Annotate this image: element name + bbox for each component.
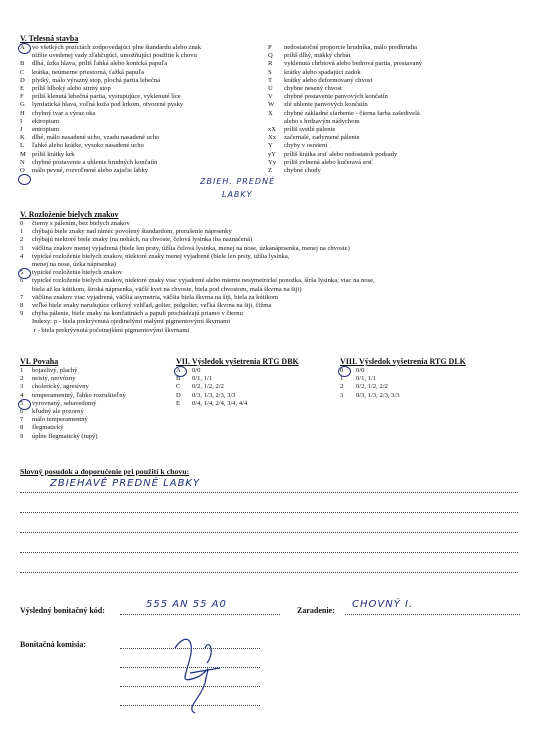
body-build-item-text: príliš krátky krk (32, 150, 75, 158)
white-marks-item-code: 9 (20, 310, 24, 318)
body-build-item-text: plytký, málo výrazný stop, plochá partia lebečná (32, 76, 161, 84)
body-build-item-text: krátky alebo deformovaný chvost (284, 76, 373, 84)
rtg-dbk-item-text: 0/4, 1/4, 2/4, 3/4, 4/4 (192, 399, 248, 407)
temperament-item-row (20, 400, 126, 408)
selected-mark-dbk-A (174, 366, 187, 377)
body-build-item-text: vo všetkých pozíciách zodpovedajúci plne štandardu alebo znak (32, 44, 201, 51)
rtg-dlk-item-row (340, 375, 400, 383)
body-build-item-code: B (20, 60, 25, 68)
white-marks-item-row (20, 269, 375, 277)
rtg-dlk-item-row (340, 392, 400, 400)
temperament-item-code: 2 (20, 375, 24, 383)
white-marks-item-row (20, 294, 375, 302)
white-marks-item-code: 6 (20, 277, 24, 285)
body-build-item-code: R (268, 60, 273, 68)
body-build-item-code: Xx (268, 134, 277, 142)
rtg-dbk-item-row (176, 375, 247, 383)
temperament-item-code: 4 (20, 391, 24, 399)
body-build-item-code: T (268, 76, 273, 84)
body-build-item-text: chybné postavenie panvových končatín (284, 93, 388, 101)
rtg-dbk-item-code: B (176, 375, 181, 383)
selected-mark-body-A (18, 43, 31, 54)
body-build-item-text: alebo s hrdzavým nádychom (284, 117, 360, 125)
body-build-item-row (20, 77, 201, 85)
white-marks-item-row (20, 286, 375, 294)
white-marks-item-text: chýba pálenie, biele znaky na končatinách a papuli prechádzajú priamo v čiernu (32, 310, 243, 318)
rtg-dlk-item-code: 0 (340, 367, 344, 374)
body-build-item-row (20, 69, 201, 77)
white-marks-item-row (20, 277, 375, 285)
body-build-item-row (268, 52, 422, 60)
rtg-dbk-item-text: 0/2, 1/2, 2/2 (192, 383, 224, 391)
classification-line (345, 614, 520, 615)
body-build-item-row (268, 134, 422, 142)
temperament-item-row (20, 383, 126, 391)
body-build-item-row (268, 159, 422, 167)
body-build-item-text: chybné postavenie a uhlenie hrudných končatín (32, 158, 158, 166)
body-build-item-code: xX (268, 126, 277, 134)
body-build-item-text: príliš svetlé pálenie (284, 126, 336, 134)
temperament-item-code: 6 (20, 408, 24, 416)
body-build-item-row (268, 142, 422, 150)
body-build-item-row (20, 93, 201, 101)
white-marks-list (20, 220, 375, 335)
body-build-item-text: krátky alebo spadajúci zadok (284, 68, 361, 76)
white-marks-item-text: veľké biele znaky narušujúce celkový vzhľad, golier, polgolier, veľká škvrna na šiji, čižma (32, 302, 272, 310)
verdict-handwritten-text: ZBIEHAVÉ PREDNÉ LABKY (50, 478, 201, 489)
section-title-body-build: V. Telesná stavba (20, 34, 79, 43)
body-build-item-text: chybne nesený chvost (284, 85, 342, 93)
rtg-dbk-item-code: E (176, 399, 181, 407)
white-marks-item-text: väčšina znakov menej vyjadrená (biele len prsty, úžšia čelová lysinka, menej na nose, úzkanáprsenka, menej na chvoste) (32, 244, 350, 252)
temperament-item-text: málo temperamentný (32, 416, 88, 424)
body-build-item-code: C (20, 68, 25, 76)
commission-label: Bonitačná komisia: (20, 640, 87, 649)
body-build-item-code: Yy (268, 158, 277, 166)
body-build-item-code: S (268, 68, 272, 76)
white-marks-item-code: 4 (20, 252, 24, 260)
white-marks-item-code: 2 (20, 236, 24, 244)
body-build-item-row (268, 151, 422, 159)
rtg-dlk-item-row (340, 383, 400, 391)
temperament-list (20, 367, 126, 441)
temperament-item-text: bojazlivý, plachý (32, 367, 78, 374)
rtg-dlk-item-code: 2 (340, 383, 344, 391)
classification-value: CHOVNÝ I. (352, 599, 414, 610)
verdict-line-5 (20, 572, 518, 573)
body-build-item-text: príliš hlboký alebo strmý stop (32, 85, 111, 93)
body-build-item-row (268, 101, 422, 109)
body-build-item-code: U (268, 85, 273, 93)
body-build-item-code: G (20, 101, 25, 109)
rtg-dbk-item-text: 0/1, 1/1 (192, 375, 213, 383)
body-build-item-row (20, 44, 201, 52)
temperament-item-row (20, 424, 126, 432)
verdict-label: Slovný posudok a doporučenie pri použití k chovu: (20, 467, 190, 476)
body-build-item-text: chybné základné sfarbenie - čierna farba zašedivelá (284, 109, 420, 117)
white-marks-item-row (20, 253, 375, 261)
white-marks-item-code: 3 (20, 244, 24, 252)
body-build-item-code: D (20, 76, 25, 84)
verdict-line-1 (20, 492, 518, 493)
white-marks-item-row (20, 228, 375, 236)
body-build-item-row (20, 60, 201, 68)
white-marks-item-row (20, 318, 375, 326)
rtg-dbk-item-code: C (176, 383, 181, 391)
body-build-item-code: K (20, 134, 25, 142)
body-build-item-row (268, 126, 422, 134)
temperament-item-text: kľudný ale pozorný (32, 408, 84, 416)
temperament-item-code: 5 (20, 399, 24, 407)
bonitation-code-line (120, 614, 280, 615)
body-build-item-row (20, 167, 201, 175)
white-marks-item-code: 7 (20, 293, 24, 301)
body-build-item-text: dlhé, málo nasadené ucho, vzadu nasadené ucho (32, 134, 160, 142)
rtg-dlk-item-text: 0/0 (356, 367, 365, 374)
body-build-item-text: príliš zvlnená alebo kučeravá srsť (284, 158, 373, 166)
body-build-item-text: príliš krátka srsť alebo nedostatok podsady (284, 150, 398, 158)
body-build-left-list (20, 44, 201, 175)
body-build-item-row (268, 60, 422, 68)
white-marks-item-code: 0 (20, 220, 24, 227)
temperament-item-row (20, 408, 126, 416)
body-build-item-text: príliš dlhý, mäkký chrbát (284, 52, 351, 60)
body-build-item-text: nedostatočné proporcie hrudníka, málo predhrudia (284, 44, 418, 51)
temperament-item-code: 3 (20, 383, 24, 391)
body-build-item-code: Y (268, 142, 273, 150)
section-title-rtg-dlk: VIII. Výsledok vyšetrenia RTG DLK (340, 357, 466, 366)
white-marks-item-text: r - biela prekrývnutá početnejšími pigmentovými škvrnami (32, 326, 190, 334)
body-build-right-list (268, 44, 422, 175)
body-build-item-row (268, 69, 422, 77)
selected-mark-temperament-5 (18, 399, 31, 410)
temperament-item-code: 9 (20, 432, 24, 440)
rtg-dlk-item-code: 3 (340, 391, 344, 399)
body-build-item-row (20, 142, 201, 150)
body-build-item-code: V (268, 93, 273, 101)
body-build-item-text: krátka, neúmerne priestorná, ťažká papuľa (32, 68, 145, 76)
body-build-item-code: M (20, 150, 26, 158)
verdict-line-3 (20, 532, 518, 533)
body-build-item-code: F (20, 93, 24, 101)
commission-signature (165, 628, 235, 718)
temperament-item-text: vyrovnaný, sebavedomý (32, 399, 97, 407)
section-title-rtg-dbk: VII. Výsledok vyšetrenia RTG DBK (176, 357, 299, 366)
white-marks-item-text: typické rozloženie bielych znakov, niektoré znaky viac vyjadrené alebo mierne nesymetrické ponožka, šírša lysinka, viac na nose, (32, 277, 375, 285)
body-build-item-text: zlé uhlenie panvových končatín (284, 101, 368, 109)
rtg-dbk-item-code: A (176, 367, 181, 374)
body-build-item-row (20, 85, 201, 93)
body-build-item-code: L (20, 142, 25, 150)
body-build-item-code: E (20, 85, 25, 93)
rtg-dbk-item-row (176, 392, 247, 400)
selected-mark-dlk-0 (338, 366, 351, 377)
classification-label: Zaradenie: (297, 606, 335, 615)
white-marks-item-code: 1 (20, 228, 24, 236)
body-build-item-row (20, 126, 201, 134)
body-build-item-text: príliš klenutá lebečná partia, vystupujúce, vyklenuté líce (32, 93, 181, 101)
body-build-item-text: nižšie uvedenej vady zľahčujúci, umožňujúci použitie k chovu (32, 52, 197, 60)
rtg-dbk-item-row (176, 400, 247, 408)
white-marks-item-text: väčšina znakov viac vyjadrená, väčšia asymetria, väčšia biela škvrna na šiji, biela za kútikom (32, 293, 279, 301)
body-build-item-row (268, 85, 422, 93)
white-marks-item-text: chýbajú niektoré biele znaky (na nohách, na chvoste, čelová lysinka iba naznačená) (32, 236, 253, 244)
body-build-item-code: P (268, 44, 272, 51)
white-marks-item-row (20, 220, 375, 228)
body-build-item-row (20, 110, 201, 118)
body-build-item-code: X (268, 109, 273, 117)
temperament-item-row (20, 367, 126, 375)
bonitation-code-value: 555 AN 55 A0 (146, 599, 227, 610)
temperament-item-row (20, 433, 126, 441)
white-marks-item-row (20, 310, 375, 318)
white-marks-item-row (20, 261, 375, 269)
body-build-item-text: ektropium (32, 117, 60, 125)
selected-mark-white-5 (18, 268, 31, 279)
body-build-item-code: H (20, 109, 25, 117)
white-marks-item-row (20, 302, 375, 310)
rtg-dbk-item-text: 0/3, 1/3, 2/3, 3/3 (192, 391, 236, 399)
white-marks-item-row (20, 245, 375, 253)
body-build-item-row (20, 52, 201, 60)
rtg-dlk-item-text: 0/2, 1/2, 2/2 (356, 383, 388, 391)
body-build-item-row (268, 93, 422, 101)
temperament-item-code: 8 (20, 424, 24, 432)
white-marks-item-row (20, 327, 375, 335)
white-marks-item-text: Indexy: p - biela prekrývnutá ojedinelými malými pigmentovými škvrnami (32, 318, 231, 326)
rtg-dbk-item-text: 0/0 (192, 367, 201, 374)
rtg-dlk-item-text: 0/1, 1/1 (356, 375, 377, 383)
body-build-item-row (20, 118, 201, 126)
temperament-item-text: flegmatický (32, 424, 64, 432)
white-marks-item-text: typické rozloženie bielych znakov, niektoré znaky menej vyjadrené (biele len prsty, užšia lysinka, (32, 252, 290, 260)
white-marks-item-row (20, 236, 375, 244)
white-marks-item-text: čierny s pálením, bez bielych znakov (32, 220, 130, 227)
rtg-dbk-item-row (176, 383, 247, 391)
temperament-item-text: temperamentný, ľahko rozrušiteľný (32, 391, 126, 399)
temperament-item-row (20, 375, 126, 383)
body-build-item-row (268, 110, 422, 118)
body-build-item-text: lymfatická hlava, voľná koža pod krkom, otvorené pysky (32, 101, 184, 109)
body-build-item-text: málo pevné, rozvoľnené alebo zajačie labky (32, 167, 149, 175)
bonitation-code-label: Výsledný bonitačný kód: (20, 606, 105, 615)
section-title-temperament: VI. Povaha (20, 357, 59, 366)
rtg-dbk-item-code: D (176, 391, 181, 399)
body-build-item-row (20, 134, 201, 142)
body-build-item-code: J (20, 126, 23, 134)
white-marks-item-code: 5 (20, 269, 24, 277)
body-build-item-row (268, 44, 422, 52)
body-build-item-code: Z (268, 167, 273, 175)
body-build-item-text: vyklenutá chrbtová alebo bedrová partia, prestavaný (284, 60, 423, 68)
body-build-item-text: chyby v osrstení (284, 142, 328, 150)
white-marks-item-text: menej na nose, úzka náprsenka) (32, 261, 117, 269)
white-marks-item-text: chýbajú biele znaky nad rámec povolený štandardom, prerušenie náprsenky (32, 228, 232, 236)
body-build-item-code: yY (268, 150, 277, 158)
body-build-item-text: dlhá, úzka hlava, príliš ľahká alebo konická papuľa (32, 60, 168, 68)
body-build-item-text: chybný tvar a výraz oka (32, 109, 96, 117)
white-marks-item-text: typické rozloženie bielych znakov (32, 269, 123, 277)
body-build-item-code: I (20, 117, 23, 125)
rtg-dlk-item-code: 1 (340, 375, 344, 383)
temperament-item-row (20, 392, 126, 400)
body-build-item-row (20, 159, 201, 167)
temperament-item-text: neistý, nervózny (32, 375, 76, 383)
body-build-item-row (20, 151, 201, 159)
selected-mark-body-N (18, 174, 31, 185)
temperament-item-code: 1 (20, 367, 24, 374)
section-title-white-marks: V. Rozloženie bielych znakov (20, 210, 119, 219)
handwritten-note-front-legs: ZBIEH. PREDNÉ (200, 177, 276, 186)
body-build-item-row (268, 77, 422, 85)
body-build-item-code: O (20, 167, 25, 175)
body-build-item-text: chybné chody (284, 167, 321, 175)
body-build-item-code: Q (268, 52, 273, 60)
white-marks-item-text: biela až ku kútikom, široká náprsenka, väčší kvet na chvoste, biela pod chvostom, malá škvrna na šiji) (32, 285, 302, 293)
body-build-item-row (268, 118, 422, 126)
body-build-item-row (268, 167, 422, 175)
body-build-item-code: A (20, 44, 25, 51)
temperament-item-code: 7 (20, 416, 24, 424)
temperament-item-text: cholerický, agresívny (32, 383, 89, 391)
verdict-line-2 (20, 512, 518, 513)
body-build-item-text: ľahké alebo krátke, vysoko nasadené ucho (32, 142, 144, 150)
temperament-item-row (20, 416, 126, 424)
body-build-item-code: W (268, 101, 275, 109)
body-build-item-text: entropium (32, 126, 60, 134)
white-marks-item-code: 8 (20, 302, 24, 310)
body-build-item-text: začernalé, zadymené pálenie (284, 134, 360, 142)
body-build-item-row (20, 101, 201, 109)
temperament-item-text: úplne flegmatický (tupý) (32, 432, 98, 440)
verdict-line-4 (20, 552, 518, 553)
handwritten-note-front-legs-2: LABKY (222, 190, 253, 199)
rtg-dlk-item-text: 0/3, 1/3, 2/3, 3/3 (356, 391, 400, 399)
body-build-item-code: N (20, 158, 25, 166)
